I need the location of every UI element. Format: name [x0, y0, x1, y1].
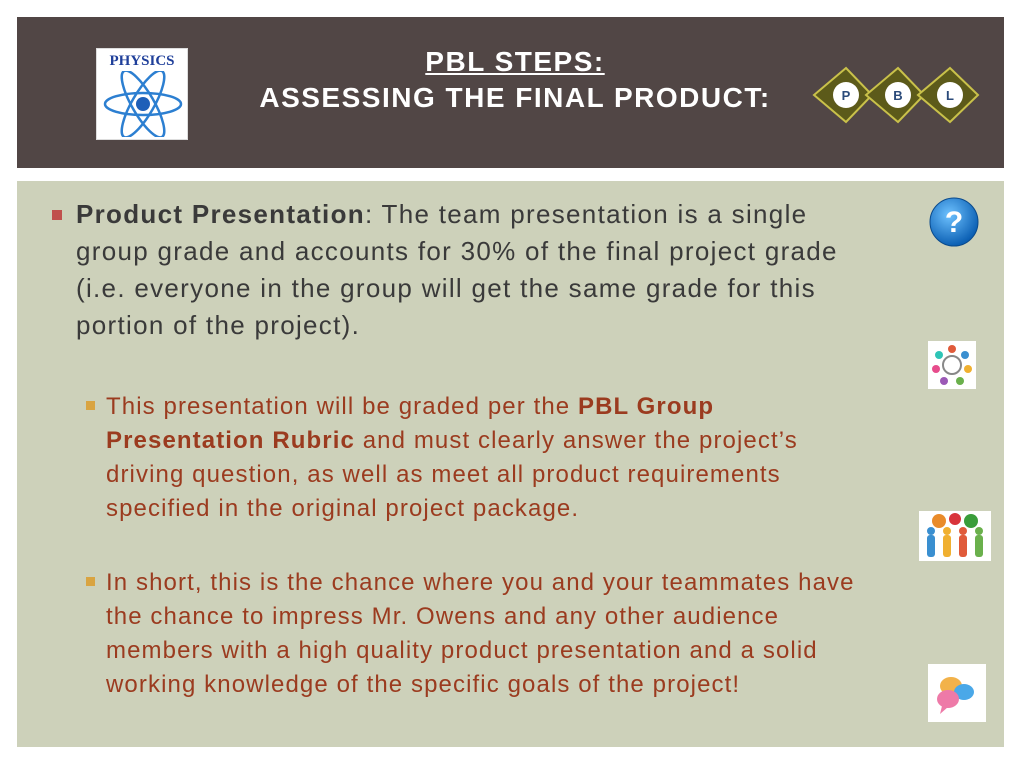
page-title: [200, 44, 830, 116]
pbl-letter-b: B: [893, 88, 903, 103]
atom-icon: [101, 71, 185, 137]
pbl-letter-p: P: [841, 88, 851, 103]
physics-logo: [96, 48, 188, 140]
sub-bullet-text: In short, this is the chance where you and your teammates have the chance to impress Mr. Owens and any other audience members with a high quality product presentation and a solid working knowledge of the specific goals of the project!: [106, 569, 855, 698]
chat-bubbles-icon: [928, 664, 986, 722]
sub-bullet-text-after: and must clearly answer the project’s driving question, as well as meet all product requirements specified in the original project package.: [106, 427, 798, 522]
bullet-marker: [52, 210, 62, 220]
physics-logo-text: PHYSICS: [109, 53, 175, 69]
sub-bullet-in-short: [106, 566, 876, 702]
title-line-2: ASSESSING THE FINAL PRODUCT:: [259, 82, 771, 113]
gears-team-icon: [919, 511, 991, 561]
sub-bullet-marker: [86, 401, 95, 410]
title-line-1: PBL STEPS:: [425, 46, 605, 77]
sub-bullet-text-before: This presentation will be graded per the: [106, 393, 579, 420]
pbl-diamond-l: [918, 68, 978, 122]
question-mark-icon: [928, 196, 980, 248]
bullet-product-presentation: [76, 196, 884, 344]
pbl-diamond-p: [814, 68, 872, 122]
team-circle-icon: [928, 341, 976, 389]
pbl-letter-l: L: [946, 88, 954, 103]
sub-bullet-marker: [86, 577, 95, 586]
pbl-logo: [812, 62, 984, 128]
sub-bullet-rubric: [106, 390, 876, 526]
pbl-diamond-b: [866, 68, 924, 122]
rubric-name: PBL Group Presentation Rubric: [106, 393, 715, 454]
svg-text:?: ?: [944, 206, 964, 239]
bullet-lead: Product Presentation: [76, 199, 365, 229]
bullet-text: : The team presentation is a single group grade and accounts for 30% of the final project grade (i.e. everyone in the group will get the same grade for this portion of the project).: [76, 199, 838, 340]
